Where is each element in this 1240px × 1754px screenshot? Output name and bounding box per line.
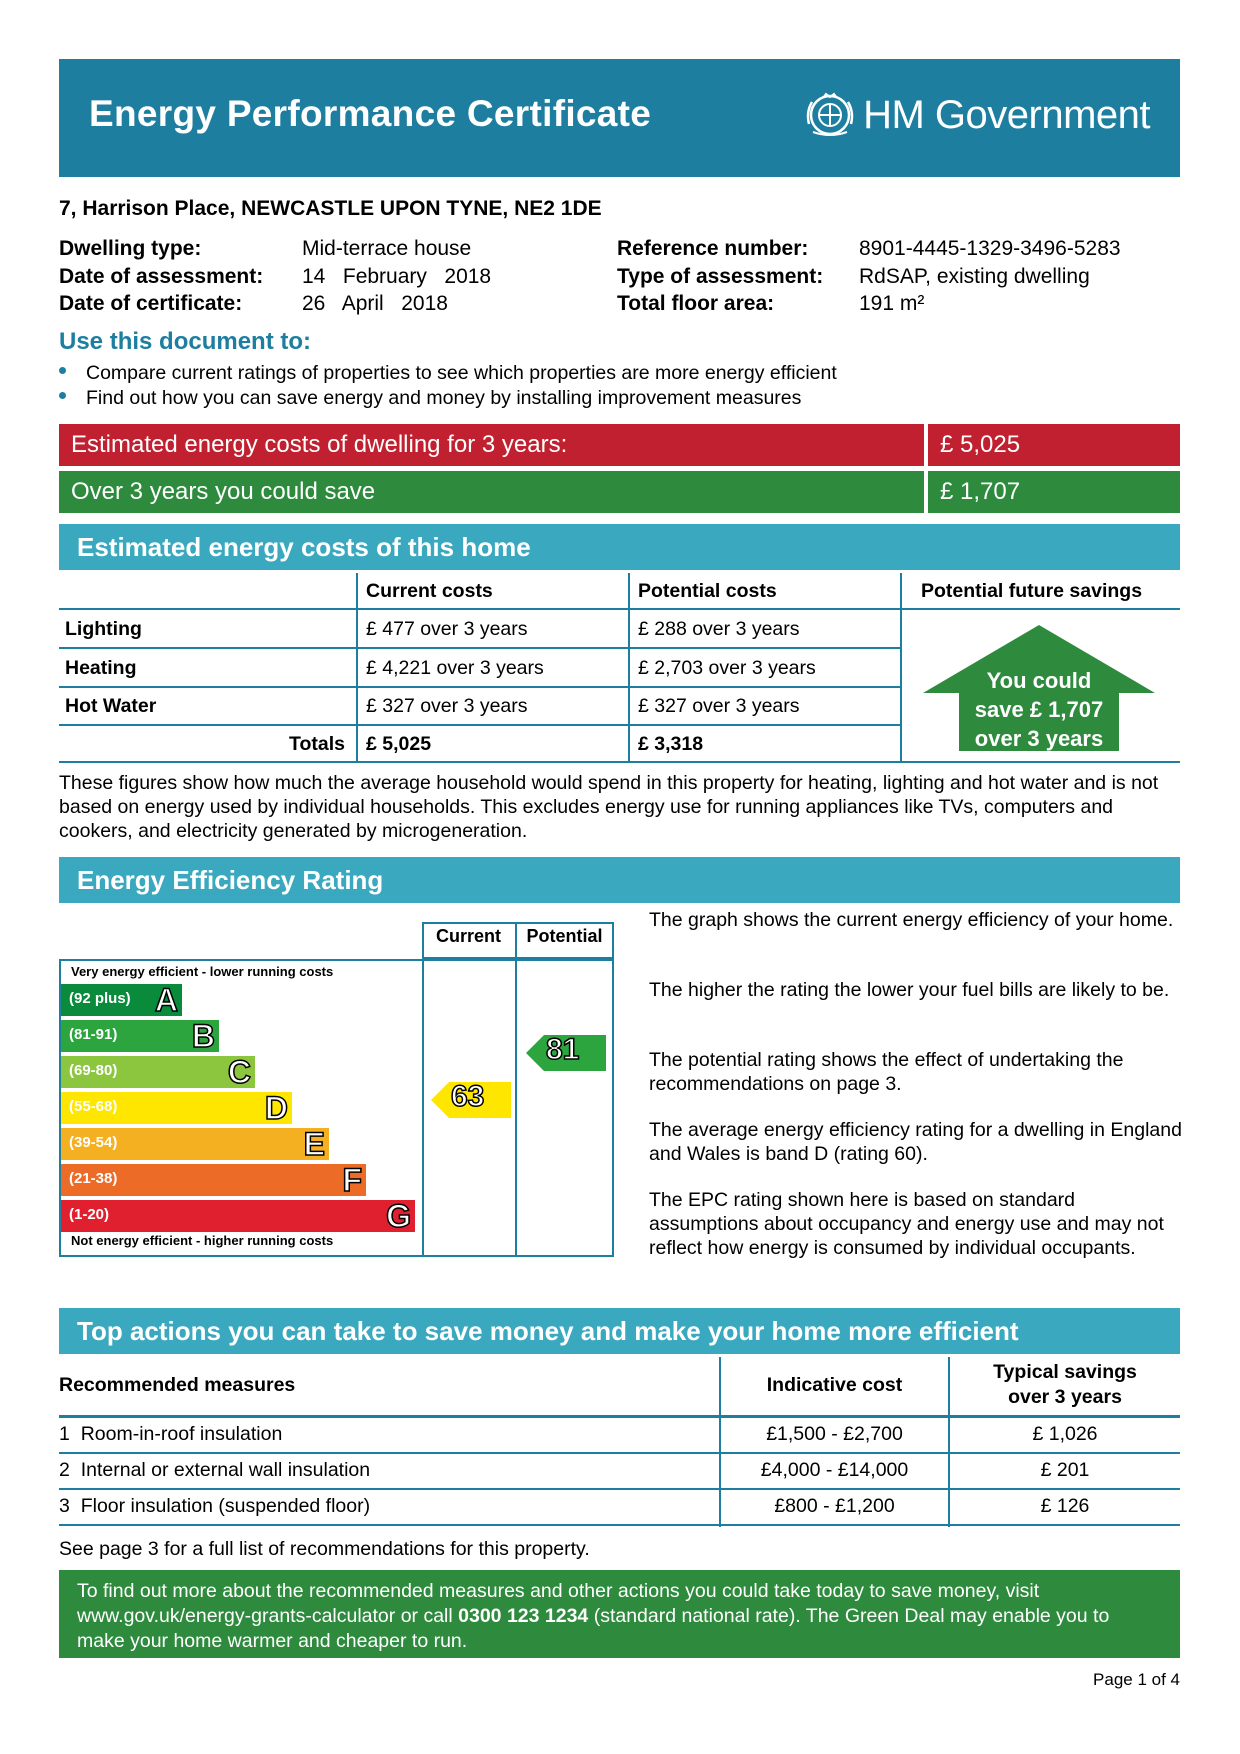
costs-table [59,573,1180,763]
bullet-dot-icon [59,367,66,374]
see-page-note: See page 3 for a full list of recommendations for this property. [59,1538,590,1560]
current-rating-value: 63 [451,1080,485,1113]
rating-band-g [61,1200,415,1232]
savings-value: £ 1,707 [940,478,1021,505]
measure-saving: £ 1,026 [1032,1423,1098,1445]
band-range: (55-68) [69,1098,118,1115]
rating-paragraph: The EPC rating shown here is based on standard assumptions about occupancy and energy use and may not reflect how energy is consumed by individual occupants. [649,1189,1164,1259]
footer-info-box: To find out more about the recommended measures and other actions you could take today to save money, visit www.gov.uk/energy-grants-calculator or call 0300 123 1234 (standard national rate). The Green Deal may enable you to make your home warmer and cheaper to run. [59,1570,1180,1658]
certificate-date-label: Date of certificate: [59,292,243,315]
measure-saving: £ 126 [1040,1495,1090,1517]
column-current-label: Current [435,926,501,946]
rating-band-a [61,984,182,1016]
assessment-date-value: 14 February 2018 [302,265,492,288]
bullet-dot-icon [59,392,66,399]
column-potential-label: Potential [526,926,603,946]
row-label-lighting: Lighting [65,618,142,640]
savings-label: Over 3 years you could save [71,478,376,505]
reference-label: Reference number: [617,237,809,260]
estimated-costs-value: £ 5,025 [940,431,1021,458]
very-efficient-note: Very energy efficient - lower running costs [71,964,334,979]
header-typical-savings: Typical savings [993,1361,1137,1383]
band-range: (69-80) [69,1062,118,1079]
totals-label: Totals [289,733,345,755]
dwelling-type-value: Mid-terrace house [302,237,472,260]
rating-paragraph: The higher the rating the lower your fuel bills are likely to be. [649,979,1170,1001]
band-letter: E [303,1126,325,1162]
costs-section-header: Estimated energy costs of this home [59,524,1180,570]
assessment-type-value: RdSAP, existing dwelling [859,265,1090,288]
estimated-costs-bar [59,424,924,466]
recommendations-table [59,1357,1180,1527]
estimated-costs-label: Estimated energy costs of dwelling for 3 years: [71,431,568,458]
measure-row: 3 Floor insulation (suspended floor) [59,1495,371,1517]
rating-paragraph: The graph shows the current energy efficiency of your home. [649,909,1174,931]
dwelling-type-label: Dwelling type: [59,237,202,260]
property-address: 7, Harrison Place, NEWCASTLE UPON TYNE, NE2 1DE [59,197,602,220]
rating-band-c [61,1056,255,1088]
band-letter: B [191,1018,215,1054]
rating-paragraph: The potential rating shows the effect of undertaking the recommendations on page 3. [649,1049,1124,1095]
band-range: (1-20) [69,1206,110,1223]
savings-value-box [928,471,1180,513]
potential-rating-value: 81 [546,1033,580,1066]
rating-section-header: Energy Efficiency Rating [59,857,1180,903]
totals-current: £ 5,025 [366,733,432,755]
heating-potential: £ 2,703 over 3 years [638,657,816,679]
heating-current: £ 4,221 over 3 years [366,657,544,679]
lighting-current: £ 477 over 3 years [366,618,528,640]
measure-cost: £800 - £1,200 [774,1495,895,1517]
use-bullet: Compare current ratings of properties to see which properties are more energy efficient [59,362,837,385]
band-range: (39-54) [69,1134,118,1151]
measure-saving: £ 201 [1040,1459,1090,1481]
actions-section-header: Top actions you can take to save money and make your home more efficient [59,1308,1180,1354]
band-range: (81-91) [69,1026,118,1043]
efficiency-rating-chart [59,922,619,1262]
band-letter: C [227,1054,251,1090]
savings-callout: You could save £ 1,707 over 3 years [974,668,1104,751]
rating-band-f [61,1164,366,1196]
reference-value: 8901-4445-1329-3496-5283 [859,237,1121,260]
band-letter: F [342,1162,362,1198]
hot-water-potential: £ 327 over 3 years [638,695,800,717]
logo-text: HM Government [863,92,1150,137]
hm-government-logo [803,85,1150,145]
header-over-3-years: over 3 years [1008,1386,1122,1408]
page-number: Page 1 of 4 [1093,1670,1180,1689]
not-efficient-note: Not energy efficient - higher running costs [71,1233,334,1248]
helpline-number: 0300 123 1234 [458,1605,589,1627]
row-label-hot-water: Hot Water [65,695,157,717]
measure-cost: £1,500 - £2,700 [766,1423,903,1445]
rating-band-b [61,1020,219,1052]
savings-bar [59,471,924,513]
certificate-header [59,59,1180,177]
use-document-heading: Use this document to: [59,328,312,355]
estimated-costs-value-box [928,424,1180,466]
rating-band-e [61,1128,329,1160]
header-future-savings: Potential future savings [921,580,1143,602]
page-title: Energy Performance Certificate [89,93,652,134]
royal-crest-icon [803,92,857,138]
costs-explanation: These figures show how much the average household would spend in this property for heating, lighting and hot water and is not based on energy used by individual households. This excludes energy use for running appliances like TVs, computers and cookers, and electricity generated by microgeneration. [59,772,1159,842]
band-range: (21-38) [69,1170,118,1187]
rating-paragraph: The average energy efficiency rating for a dwelling in England and Wales is band D (rating 60). [649,1119,1182,1165]
measure-cost: £4,000 - £14,000 [760,1459,909,1481]
use-bullet: Find out how you can save energy and money by installing improvement measures [59,387,801,410]
rating-band-d [61,1092,292,1124]
assessment-type-label: Type of assessment: [617,265,824,288]
measure-row: 1 Room-in-roof insulation [59,1423,283,1445]
measure-row: 2 Internal or external wall insulation [59,1459,371,1481]
floor-area-label: Total floor area: [617,292,775,315]
floor-area-value: 191 m² [859,292,925,315]
band-letter: D [264,1090,288,1126]
header-current-costs: Current costs [366,580,493,602]
lighting-potential: £ 288 over 3 years [638,618,800,640]
totals-potential: £ 3,318 [638,733,704,755]
header-potential-costs: Potential costs [638,580,777,602]
band-letter: G [386,1198,411,1234]
header-recommended-measures: Recommended measures [59,1374,296,1396]
band-range: (92 plus) [69,990,131,1007]
hot-water-current: £ 327 over 3 years [366,695,528,717]
header-indicative-cost: Indicative cost [766,1374,903,1396]
band-letter: A [154,982,178,1018]
row-label-heating: Heating [65,657,137,679]
assessment-date-label: Date of assessment: [59,265,264,288]
certificate-date-value: 26 April 2018 [302,292,448,315]
